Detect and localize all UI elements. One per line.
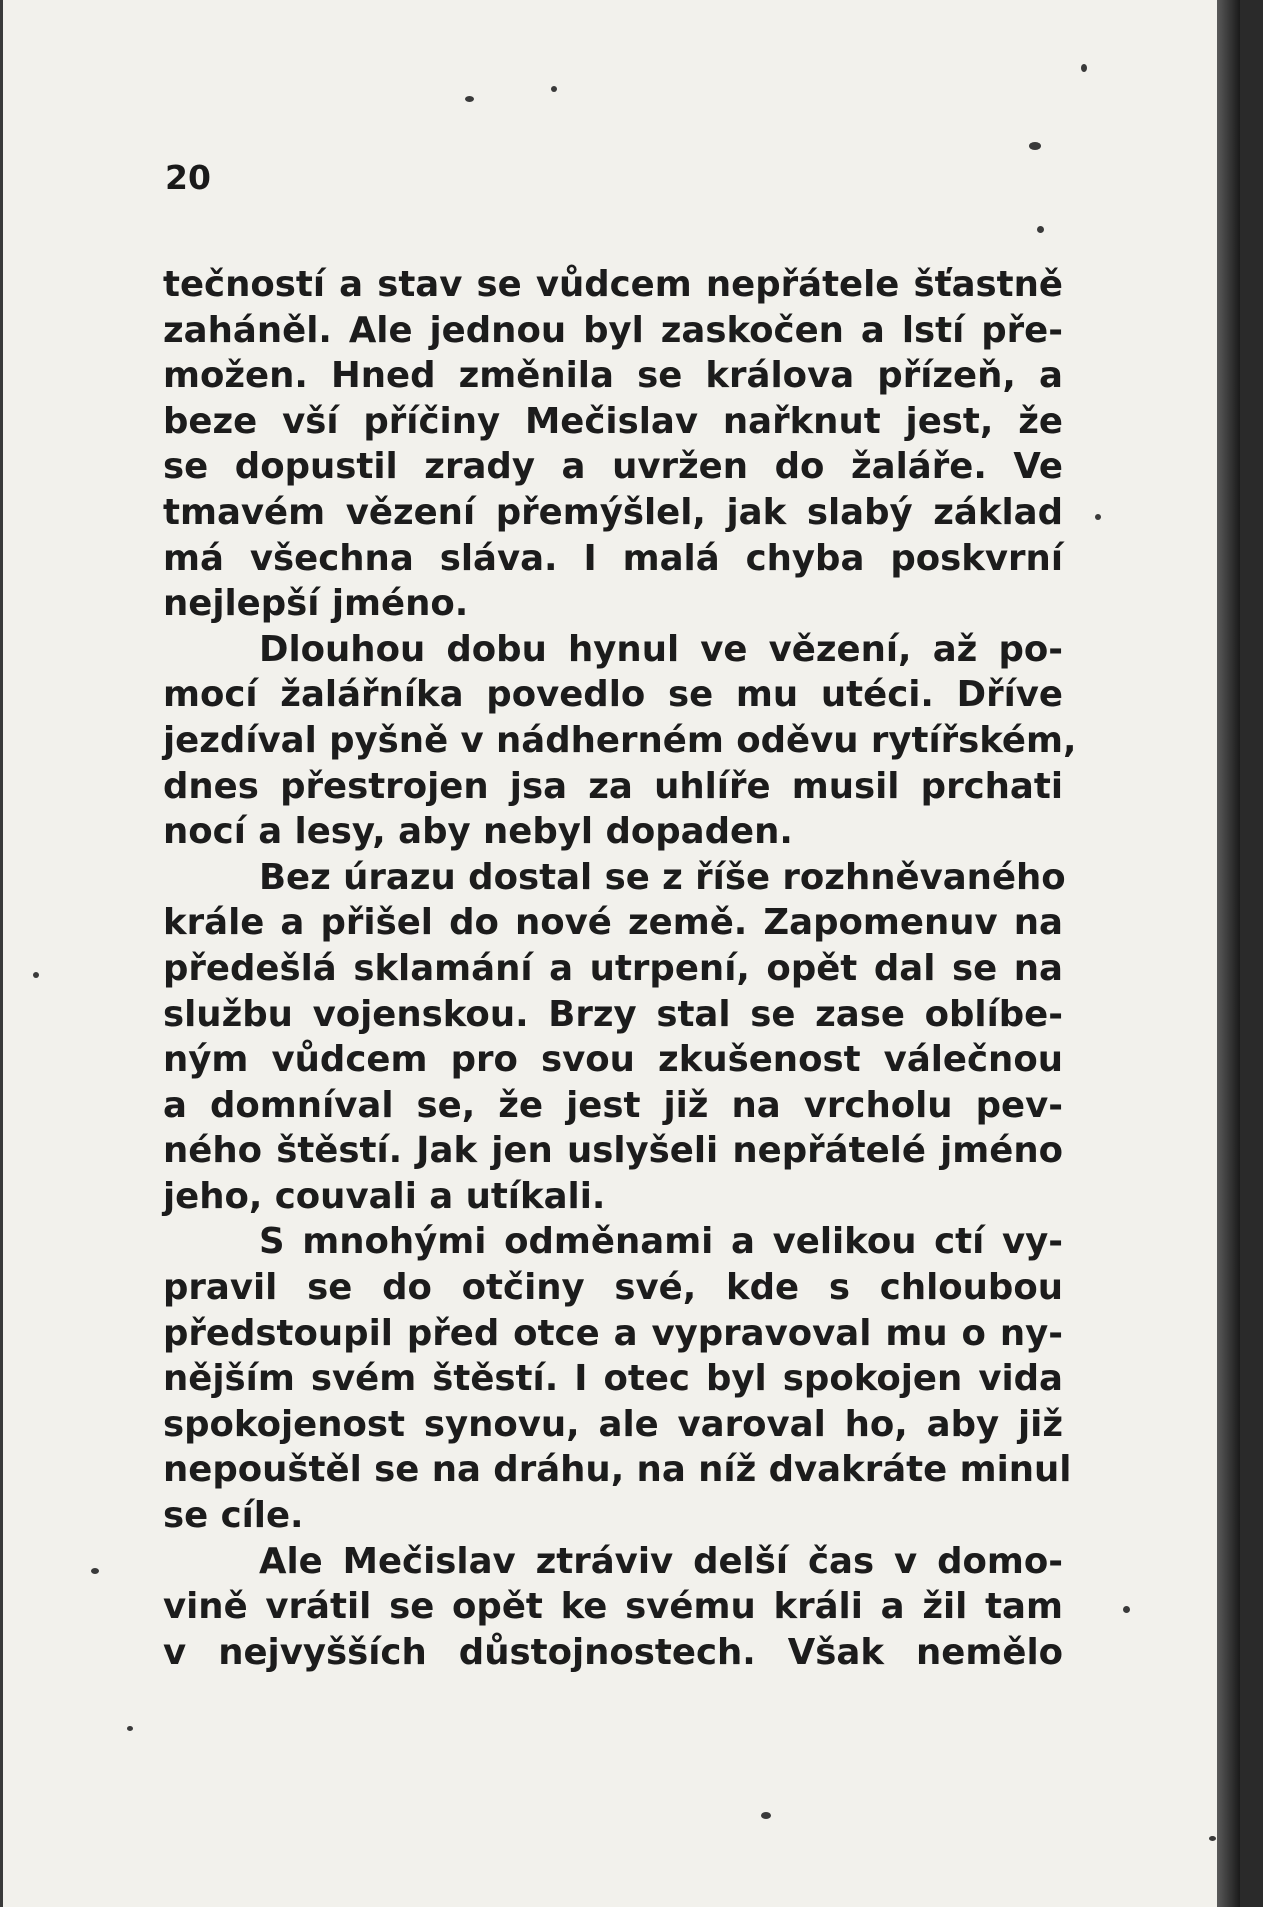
text-line: nejlepší jméno.: [163, 583, 469, 625]
scan-speck: [91, 1568, 99, 1574]
scan-speck: [761, 1812, 771, 1819]
page-number: 20: [165, 158, 211, 197]
text-line: tmavém vězení přemýšlel, jak slabý základ: [163, 491, 1063, 533]
text-line: nějším svém štěstí. I otec byl spokojen vida: [163, 1358, 1063, 1400]
text-line: jeho, couvali a utíkali.: [163, 1175, 606, 1217]
text-line: má všechna sláva. I malá chyba poskvrní: [163, 537, 1063, 579]
text-line: Bez úrazu dostal se z říše rozhněvaného: [259, 856, 1066, 898]
text-line: předstoupil před otce a vypravoval mu o ny-: [163, 1312, 1063, 1354]
text-line: vině vrátil se opět ke svému králi a žil tam: [163, 1586, 1063, 1628]
text-line: jezdíval pyšně v nádherném oděvu rytířském,: [163, 719, 1077, 761]
text-line: nepouštěl se na dráhu, na níž dvakráte minul: [163, 1449, 1072, 1491]
text-line: možen. Hned změnila se králova přízeň, a: [163, 355, 1063, 397]
text-line: službu vojenskou. Brzy stal se zase oblíbe-: [163, 993, 1063, 1035]
scan-speck: [1123, 1606, 1130, 1613]
text-line: v nejvyšších důstojnostech. Však nemělo: [163, 1631, 1063, 1673]
scan-speck: [33, 972, 39, 978]
text-line: ného štěstí. Jak jen uslyšeli nepřátelé jméno: [163, 1130, 1063, 1172]
text-line: krále a přišel do nové země. Zapomenuv na: [163, 902, 1063, 944]
scan-speck: [127, 1726, 133, 1731]
scan-speck: [1037, 226, 1044, 233]
body-text: [163, 262, 1077, 1675]
scan-speck: [465, 96, 474, 102]
scan-speck: [1029, 142, 1041, 150]
text-line: zaháněl. Ale jednou byl zaskočen a lstí pře-: [163, 309, 1063, 351]
text-line: spokojenost synovu, ale varoval ho, aby již: [163, 1403, 1063, 1445]
text-line: nocí a lesy, aby nebyl dopaden.: [163, 811, 793, 853]
scan-speck: [1095, 514, 1101, 520]
text-line: S mnohými odměnami a velikou ctí vy-: [259, 1221, 1063, 1263]
text-line: a domníval se, že jest již na vrcholu pev-: [163, 1084, 1063, 1126]
text-line: tečností a stav se vůdcem nepřátele šťastně: [163, 264, 1063, 305]
text-line: beze vší příčiny Mečislav nařknut jest, že: [163, 400, 1063, 442]
scan-speck: [1209, 1836, 1216, 1841]
scan-speck: [551, 86, 557, 92]
page-edge-shadow: [1217, 0, 1240, 1907]
text-line: dnes přestrojen jsa za uhlíře musil prchati: [163, 765, 1063, 807]
text-line: Ale Mečislav ztráviv delší čas v domo-: [259, 1540, 1063, 1582]
text-line: Dlouhou dobu hynul ve vězení, až po-: [259, 628, 1063, 670]
text-line: se cíle.: [163, 1495, 304, 1537]
text-line: pravil se do otčiny své, kde s chloubou: [163, 1267, 1063, 1309]
scan-speck: [1081, 64, 1087, 72]
text-line: se dopustil zrady a uvržen do žaláře. Ve: [163, 446, 1063, 488]
text-line: mocí žalářníka povedlo se mu utéci. Dříve: [163, 674, 1063, 716]
text-line: ným vůdcem pro svou zkušenost válečnou: [163, 1039, 1063, 1081]
text-line: předešlá sklamání a utrpení, opět dal se na: [163, 947, 1063, 989]
